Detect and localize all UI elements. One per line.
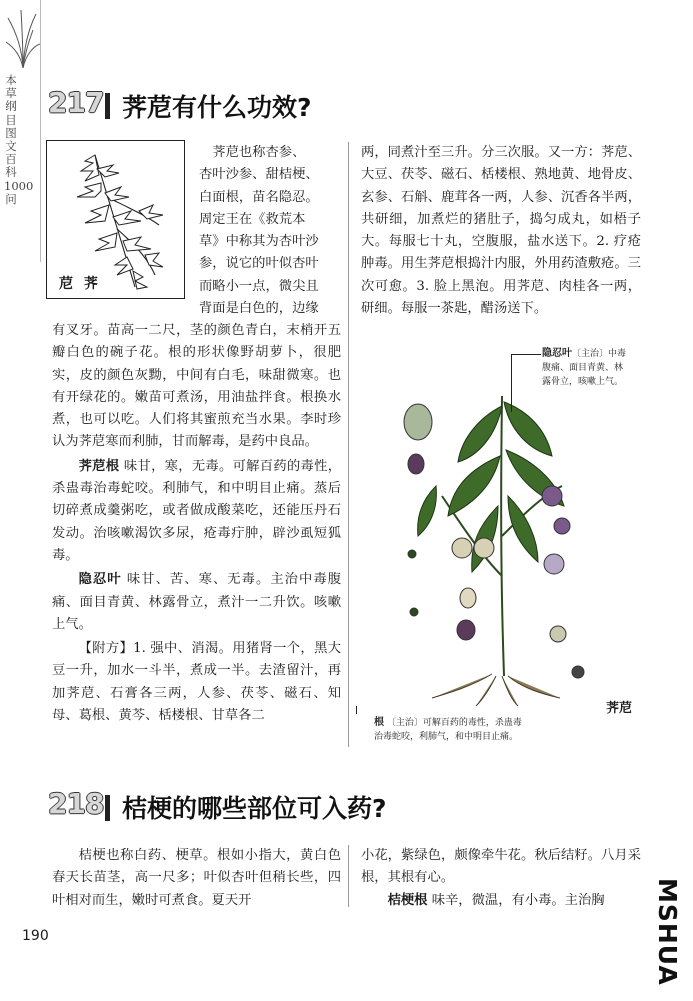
herb-jiegeng-root-name: 桔梗根 xyxy=(387,892,428,908)
recipe-continued: 两，同煮汁至三升。分三次服。又一方：荠苨、大豆、茯苓、磁石、栝楼根、熟地黄、地骨皮、玄参、石斛、鹿茸各一两，人参、沉香各半两，共研细，加煮烂的猪肚子，捣匀成丸，如梧子大。每服七十丸，空腹服，盐水送下。2. 疗疮肿毒。用生荠苨根捣汁内服，外用药渣敷疮。三次可愈。3. 脸上黑泡。用荠苨、肉桂各一两，研细。每服一茶匙，醋汤送下。 xyxy=(361,145,641,317)
section-217-left-column xyxy=(52,320,341,727)
anno-leaf-tag: 〔主治〕 xyxy=(572,349,609,359)
column-divider-218 xyxy=(348,845,349,907)
annotation-leaf xyxy=(542,347,642,389)
illustration-label: 苨 荠 xyxy=(59,276,101,292)
watermark: MSHUA xyxy=(653,878,682,986)
section-217-number: 217 xyxy=(48,86,104,119)
section-218-title: 桔梗的哪些部位可入药? xyxy=(122,794,387,823)
section-218-bar xyxy=(105,795,110,821)
section-218-left-column xyxy=(52,845,341,912)
section-218-right-text: 小花，紫绿色，颇像牵牛花。秋后结籽。八月采根，其根有心。 xyxy=(361,848,641,886)
illustration-box xyxy=(46,140,185,299)
anno-leaf-line: 露骨立，咳嗽上气。 xyxy=(542,377,624,387)
anno-root-line: 可解百药的毒性，杀蛊毒 xyxy=(422,718,522,728)
intro-line: 参，说它的叶似杏叶 xyxy=(199,256,319,272)
intro-line: 背面是白色的，边缘 xyxy=(199,301,319,317)
plant-caption: 荠苨 xyxy=(606,701,633,716)
section-218-number: 218 xyxy=(48,787,104,820)
intro-line: 草》中称其为杏叶沙 xyxy=(199,234,319,250)
annotation-leader-leaf xyxy=(511,354,541,355)
herb-leaf-name: 隐忍叶 xyxy=(78,572,122,588)
paragraph-description: 有叉牙。苗高一二尺，茎的颜色青白，末梢开五瓣白色的碗子花。根的形状像野胡萝卜，很肥实，皮的颜色灰黝，中间有白毛，味甜微寒。也有开绿花的。嫩苗可煮汤，用油盐拌食。根换水煮，也可以吃。人们将其蜜煎充当水果。李时珍认为荠苨寒而利肺，甘而解毒，是药中良品。 xyxy=(52,323,341,450)
section-218-left-text: 桔梗也称白药、梗草。根如小指大，黄白色春天长苗茎，高一尺多；叶似杏叶但稍长些，四叶相对而生，嫩时可煮食。夏天开 xyxy=(52,848,341,908)
plant-plate-illustration xyxy=(392,376,588,706)
section-218-right-column xyxy=(361,845,641,912)
intro-line: 周定王在《救荒本 xyxy=(199,211,306,227)
paragraph-root xyxy=(52,456,341,567)
paragraph-leaf xyxy=(52,569,341,636)
anno-leaf-name: 隐忍叶 xyxy=(542,348,572,359)
anno-root-tag: 〔主治〕 xyxy=(386,718,423,728)
section-218-root-paragraph xyxy=(361,890,641,912)
section-217-title: 荠苨有什么功效? xyxy=(122,93,312,122)
page-number: 190 xyxy=(22,928,49,944)
paragraph-recipe xyxy=(52,638,341,727)
herb-leaf-text: 味甘、苦、寒、无毒。主治中毒腹痛、面目青黄、林露骨立，煮汁一二升饮。咳嗽上气。 xyxy=(52,572,342,632)
recipe-tag: 【附方】 xyxy=(78,641,134,657)
anno-leaf-line: 腹痛、面目青黄、林 xyxy=(542,363,624,373)
intro-line: 白面根，苗名隐忍。 xyxy=(199,189,319,205)
anno-root-name: 根 xyxy=(374,717,384,728)
intro-line: 杏叶沙参、甜桔梗、 xyxy=(199,167,319,183)
herb-root-name: 荠苨根 xyxy=(78,458,120,474)
anno-root-line: 治毒蛇咬，利肺气，和中明目止痛。 xyxy=(374,732,519,742)
herb-root-text: 味甘，寒，无毒。可解百药的毒性，杀蛊毒治毒蛇咬。利肺气，和中明目止痛。蒸后切碎煮成羹粥吃，或者做成酸菜吃，还能压丹石发动。治咳嗽渴饮多尿，疮毒疔肿，辟沙虱短狐毒。 xyxy=(52,458,342,563)
section-217-intro-beside-illustration xyxy=(199,142,341,320)
book-title-vertical: 本草纲目图文百科1000问 xyxy=(4,73,34,206)
annotation-leader-root xyxy=(356,706,357,714)
annotation-root xyxy=(374,716,574,744)
anno-leaf-line: 中毒 xyxy=(608,349,627,359)
herb-jiegeng-root-text: 味辛，微温，有小毒。主治胸 xyxy=(431,892,605,908)
section-217-right-column xyxy=(361,142,641,320)
grass-ornament-icon xyxy=(6,8,40,70)
sidebar-divider xyxy=(40,0,41,262)
intro-line: 而略小一点，微尖且 xyxy=(199,278,319,294)
annotation-leader-leaf-vertical xyxy=(511,354,512,412)
column-divider xyxy=(348,142,349,747)
section-217-bar xyxy=(105,93,110,119)
intro-line: 荠苨也称杏参、 xyxy=(212,145,306,160)
recipe-text: 1. 强中、消渴。用猪肾一个，黑大豆一升，加水一斗半，煮成一半。去渣留汁，再加荠苨、石膏各三两，人参、茯苓、磁石、知母、葛根、黄芩、栝楼根、甘草各二 xyxy=(52,641,342,724)
